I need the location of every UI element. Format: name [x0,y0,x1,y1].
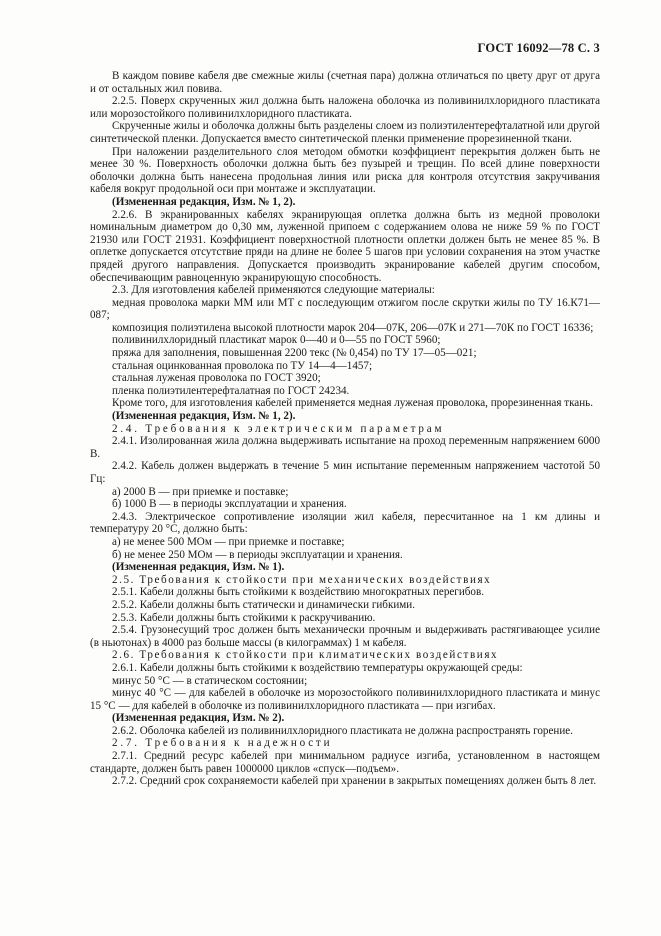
list-item: а) не менее 500 МОм — при приемке и поставке; [112,535,345,548]
section-heading: 2.5. Требования к стойкости при механических воздействиях [112,573,492,586]
list-item: минус 40 °С — для кабелей в оболочке из морозостойкого поливинилхлоридного пластиката и минус 15 °С — для кабелей в оболочке из поливинилхлоридного пластиката — при изгибах. [90,687,600,712]
amendment-note: (Измененная редакция, Изм. № 1, 2). [112,410,296,423]
list-item: композиция полиэтилена высокой плотности марок 204—07К, 206—07К и 271—70К по ГОСТ 16336; [112,321,594,334]
page-header: ГОСТ 16092—78 С. 3 [477,41,600,55]
paragraph: Скрученные жилы и оболочка должны быть разделены слоем из полиэтилентерефталатной или другой синтетической пленки. Допускается вместо синтетической пленки применение прорезиненной ткани. [90,120,600,145]
paragraph: 2.3. Для изготовления кабелей применяются следующие материалы: [112,284,435,297]
paragraph: 2.7.2. Средний срок сохраняемости кабелей при хранении в закрытых помещениях должен быть 8 лет. [112,775,597,788]
paragraph: 2.6.1. Кабели должны быть стойкими к воздействию температуры окружающей среды: [112,661,523,674]
list-item: пленка полиэтилентерефталатная по ГОСТ 24234. [112,384,350,397]
paragraph: 2.4.3. Электрическое сопротивление изоляции жил кабеля, пересчитанное на 1 км длины и температуру 20 °С, должно быть: [90,510,600,536]
list-item: поливинилхлоридный пластикат марок 0—40 и 0—55 по ГОСТ 5960; [112,334,441,347]
list-item: стальная оцинкованная проволока по ТУ 14—4—1457; [112,359,373,372]
amendment-note: (Измененная редакция, Изм. № 2). [112,712,285,725]
list-item: стальная луженая проволока по ГОСТ 3920; [112,372,321,385]
paragraph: 2.7.1. Средний ресурс кабелей при минимальном радиусе изгиба, установленном в настоящем стандарте, должен быть равен 1000000 циклов «спуск—подъем». [90,750,600,775]
amendment-note: (Измененная редакция, Изм. № 1, 2). [112,195,296,208]
paragraph: 2.4.2. Кабель должен выдержать в течение 5 мин испытание переменным напряжением частотой 50 Гц: [90,460,600,485]
paragraph: При наложении разделительного слоя методом обмотки коэффициент перекрытия должен быть не менее 30 %. Поверхность оболочки должна быть без пузырей и трещин. По всей длине поверхности оболочки должна быть нанесена продольная линия или риска для контроля отсутствия закручивания кабеля вокруг продольной оси при монтаже и эксплуатации. [90,145,600,196]
paragraph: В каждом повиве кабеля две смежные жилы (счетная пара) должна отличаться по цвету друг от друга и от остальных жил повива. [90,70,600,95]
paragraph: Кроме того, для изготовления кабелей применяется медная луженая проволока, прорезиненная ткань. [112,397,593,410]
list-item: б) не менее 250 МОм — в периоды эксплуатации и хранения. [112,548,403,561]
list-item: пряжа для заполнения, повышенная 2200 текс (№ 0,454) по ТУ 17—05—021; [112,347,477,360]
paragraph: 2.5.2. Кабели должны быть статически и динамически гибкими. [112,598,416,611]
paragraph: 2.5.1. Кабели должны быть стойкими к воздействию многократных перегибов. [112,586,484,599]
paragraph: 2.2.5. Поверх скрученных жил должна быть наложена оболочка из поливинилхлоридного пластиката или морозостойкого поливинилхлоридного пластиката. [90,95,600,120]
paragraph: 2.4.1. Изолированная жила должна выдерживать испытание на проход переменным напряжением 6000 В. [90,435,600,460]
list-item: минус 50 °С — в статическом состоянии; [112,674,308,687]
section-heading: 2.7. Требования к надежности [112,737,333,750]
paragraph: 2.5.3. Кабели должны быть стойкими к раскручиванию. [112,611,376,624]
list-item: медная проволока марки ММ или МТ с последующим отжигом после скрутки жилы по ТУ 16.К71—087; [90,296,600,322]
document-body [90,70,600,788]
amendment-note: (Измененная редакция, Изм. № 1). [112,561,285,574]
list-item: б) 1000 В — в периоды эксплуатации и хранения. [112,498,347,511]
section-heading: 2.6. Требования к стойкости при климатических воздействиях [112,649,499,662]
paragraph: 2.2.6. В экранированных кабелях экранирующая оплетка должна быть из медной проволоки номинальным диаметром до 0,30 мм, луженной припоем с содержанием олова не ниже 59 % по ГОСТ 21930 или ГОСТ 21931. Коэффициент поверхностной плотности оплетки должен быть не менее 85 %. В оплетке допускается отсутствие пряди на длине не более 5 шагов при условии сохранения на этом участке прядей другого направления. Допускается производить экранирование кабелей другим способом, обеспечивающим равноценную экранирующую способность. [90,208,600,284]
list-item: а) 2000 В — при приемке и поставке; [112,485,289,498]
paragraph: 2.6.2. Оболочка кабелей из поливинилхлоридного пластиката не должна распространять горение. [112,724,573,737]
section-heading: 2.4. Требования к электрическим параметрам [112,422,445,435]
paragraph: 2.5.4. Грузонесущий трос должен быть механически прочным и выдерживать растягивающее усилие (в ньютонах) в 4000 раз больше массы (в килограммах) 1 м кабеля. [90,624,600,649]
